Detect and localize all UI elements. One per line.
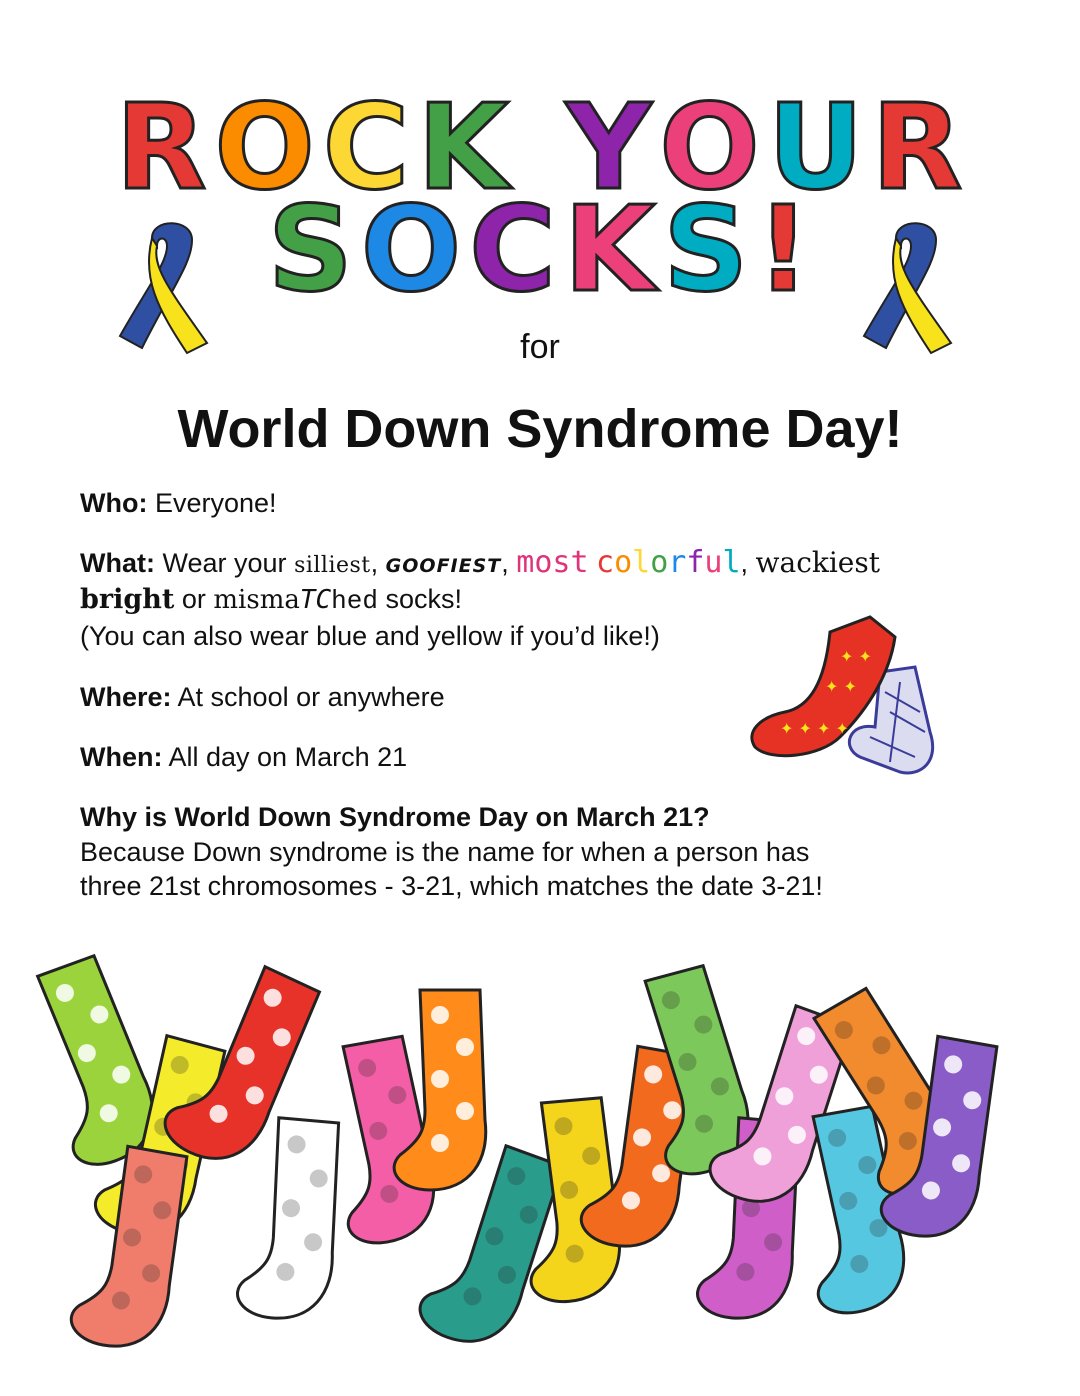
title-letter: U xyxy=(767,78,866,216)
title-letter: ! xyxy=(756,180,813,318)
word-wackiest: wackiest xyxy=(755,546,881,579)
word-goofiest: GOOFIEST xyxy=(385,555,502,577)
who-label: Who: xyxy=(80,488,148,518)
colorful-letter: c xyxy=(596,545,615,580)
svg-text:✦ ✦: ✦ ✦ xyxy=(840,647,872,666)
sock-pile-illustration xyxy=(0,930,1080,1396)
colorful-letter: l xyxy=(722,545,741,580)
what-label: What: xyxy=(80,548,155,578)
what-note: (You can also wear blue and yellow if you’d like!) xyxy=(80,620,660,651)
sock-pattern-dot xyxy=(431,1070,449,1088)
colorful-letter: f xyxy=(686,545,705,580)
what-block: What: Wear your silliest, GOOFIEST, most colorful, wackiest bright or mismaTChed socks! (You can also wear blue and yellow if you’d like!) xyxy=(80,545,881,651)
why-answer-line: three 21st chromosomes - 3-21, which matches the date 3-21! xyxy=(80,871,823,902)
mismatched-part: hed xyxy=(331,586,378,617)
where-label: Where: xyxy=(80,682,172,712)
why-answer-line: Because Down syndrome is the name for when a person has xyxy=(80,836,810,867)
who-line xyxy=(80,486,1010,521)
event-heading: World Down Syndrome Day! xyxy=(177,399,903,459)
word-mismatched xyxy=(213,585,378,615)
why-question: Why is World Down Syndrome Day on March 21? xyxy=(80,802,710,832)
colorful-letter: l xyxy=(632,545,651,580)
word-silliest: silliest xyxy=(294,553,371,578)
title-letter: O xyxy=(659,78,762,216)
title-letter: R xyxy=(115,78,209,216)
sock-pattern-dot xyxy=(431,1134,449,1152)
for-text: for xyxy=(520,328,560,366)
sock-icon xyxy=(236,1116,345,1323)
svg-text:✦ ✦ ✦ ✦: ✦ ✦ ✦ ✦ xyxy=(780,719,849,738)
word-most: most xyxy=(516,545,589,580)
title-letter: K xyxy=(563,180,658,318)
colorful-letter: r xyxy=(668,545,687,580)
title-letter xyxy=(265,180,815,318)
word-or: or xyxy=(181,584,206,615)
title-letter: R xyxy=(871,78,965,216)
word-bright: bright xyxy=(80,584,175,616)
svg-text:✦ ✦: ✦ ✦ xyxy=(825,677,857,696)
sock-pattern-dot xyxy=(456,1038,474,1056)
sock-icon xyxy=(68,1142,193,1355)
colorful-letter: o xyxy=(650,545,669,580)
sock-pattern-dot xyxy=(431,1006,449,1024)
word-socks: socks! xyxy=(385,584,463,615)
title-letter: K xyxy=(417,78,511,216)
when-label: When: xyxy=(80,742,163,772)
sock-pattern-dot xyxy=(456,1102,474,1120)
mismatched-part: misma xyxy=(213,585,300,616)
socks-pair-illustration xyxy=(740,612,990,782)
mismatched-part: TC xyxy=(299,585,332,616)
title-letter: C xyxy=(469,180,558,318)
title-letter: S xyxy=(663,180,751,318)
where-text: At school or anywhere xyxy=(177,682,445,712)
why-block xyxy=(80,800,1010,904)
when-text: All day on March 21 xyxy=(168,742,408,772)
word-colorful xyxy=(596,545,741,580)
title-letter: O xyxy=(214,78,317,216)
title-letter: C xyxy=(322,78,412,216)
colorful-letter: u xyxy=(704,545,723,580)
title-letter: O xyxy=(360,180,464,318)
what-intro: Wear your xyxy=(162,548,287,578)
title-letter: S xyxy=(267,180,355,318)
title-letter: Y xyxy=(565,78,654,216)
who-text: Everyone! xyxy=(154,488,277,518)
colorful-letter: o xyxy=(614,545,633,580)
